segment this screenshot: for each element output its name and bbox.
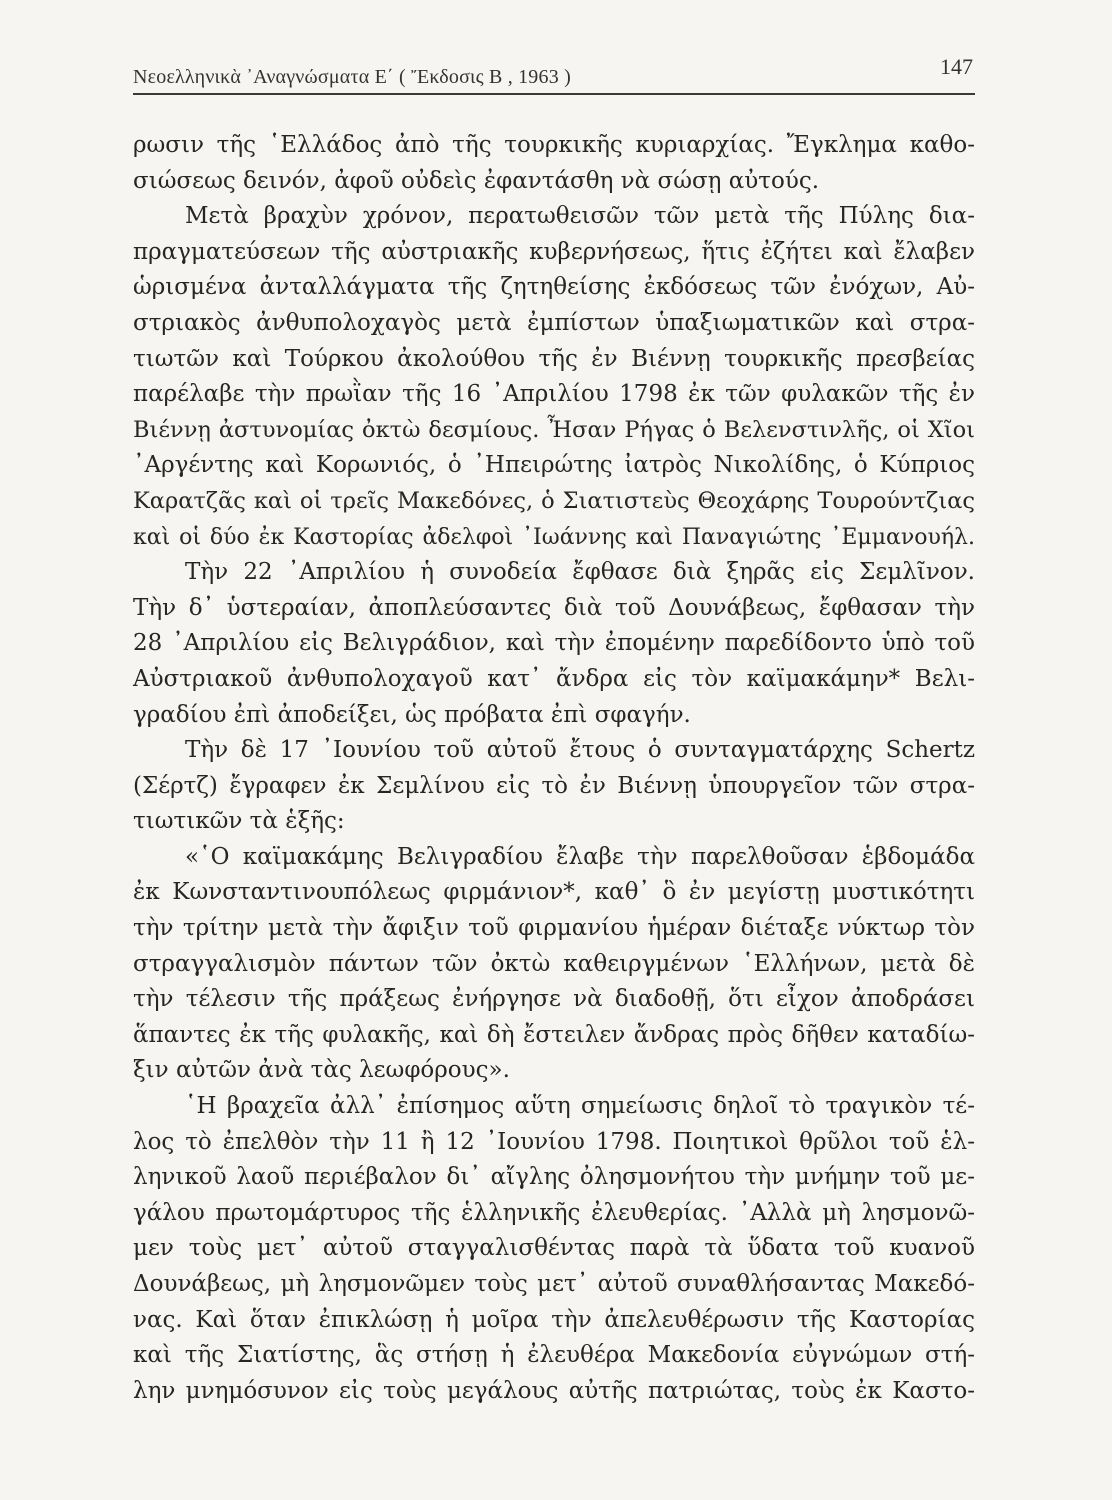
text-line: στριακὸς ἀνθυπολοχαγὸς μετὰ ἐμπίστων ὑπαξιωματικῶν καὶ στρα-: [133, 309, 975, 336]
text-line: παρέλαβε τὴν πρωῒαν τῆς 16 ᾿Απριλίου 1798 ἐκ τῶν φυλακῶν τῆς ἐν: [133, 381, 975, 408]
text-line: Αὐστριακοῦ ἀνθυπολοχαγοῦ κατ᾿ ἄνδρα εἰς τὸν καϊμακάμην* Βελι-: [133, 665, 975, 692]
text-line: γραδίου ἐπὶ ἀποδείξει, ὡς πρόβατα ἐπὶ σφαγήν.: [133, 701, 691, 728]
text-line: πραγματεύσεων τῆς αὐστριακῆς κυβερνήσεως, ἥτις ἐζήτει καὶ ἔλαβεν: [133, 238, 975, 265]
text-line: τιωτῶν καὶ Τούρκου ἀκολούθου τῆς ἐν Βιέννῃ τουρκικῆς πρεσβείας: [133, 345, 975, 372]
text-line: Τὴν δ᾿ ὑστεραίαν, ἀποπλεύσαντες διὰ τοῦ Δουνάβεως, ἔφθασαν τὴν: [133, 594, 975, 621]
text-line: Τὴν δὲ 17 ᾿Ιουνίου τοῦ αὐτοῦ ἔτους ὁ συνταγματάρχης Schertz: [185, 737, 975, 764]
text-line: Μετὰ βραχὺν χρόνον, περατωθεισῶν τῶν μετὰ τῆς Πύλης δια-: [185, 203, 975, 230]
page-number: 147: [940, 54, 973, 79]
text-line: (Σέρτζ) ἔγραφεν ἐκ Σεμλίνου εἰς τὸ ἐν Βιέννῃ ὑπουργεῖον τῶν στρα-: [133, 772, 975, 799]
header-rule: [133, 93, 975, 95]
text-line: «῾Ο καϊμακάμης Βελιγραδίου ἔλαβε τὴν παρελθοῦσαν ἑβδομάδα: [185, 843, 975, 870]
text-line: τὴν τέλεσιν τῆς πράξεως ἐνήργησε νὰ διαδοθῇ, ὅτι εἶχον ἀποδράσει: [133, 986, 975, 1013]
text-line: Καρατζᾶς καὶ οἱ τρεῖς Μακεδόνες, ὁ Σιατιστεὺς Θεοχάρης Τουρούντζιας: [133, 487, 975, 514]
text-line: ῾Η βραχεῖα ἀλλ᾿ ἐπίσημος αὕτη σημείωσις δηλοῖ τὸ τραγικὸν τέ-: [185, 1093, 975, 1120]
text-line: 28 ᾿Απριλίου εἰς Βελιγράδιον, καὶ τὴν ἐπομένην παρεδίδοντο ὑπὸ τοῦ: [133, 630, 975, 657]
text-line: νας. Καὶ ὅταν ἐπικλώσῃ ἡ μοῖρα τὴν ἀπελευθέρωσιν τῆς Καστορίας: [133, 1306, 975, 1333]
text-line: λος τὸ ἐπελθὸν τὴν 11 ἢ 12 ᾿Ιουνίου 1798. Ποιητικοὶ θρῦλοι τοῦ ἑλ-: [133, 1128, 975, 1155]
text-line: λην μνημόσυνον εἰς τοὺς μεγάλους αὐτῆς πατριώτας, τοὺς ἐκ Καστο-: [133, 1377, 975, 1404]
text-line: τιωτικῶν τὰ ἑξῆς:: [133, 808, 345, 835]
text-line: ἅπαντες ἐκ τῆς φυλακῆς, καὶ δὴ ἔστειλεν ἄνδρας πρὸς δῆθεν καταδίω-: [133, 1021, 975, 1048]
text-line: ρωσιν τῆς ῾Ελλάδος ἀπὸ τῆς τουρκικῆς κυριαρχίας. Ἔγκλημα καθο-: [133, 132, 975, 158]
text-line: γάλου πρωτομάρτυρος τῆς ἑλληνικῆς ἐλευθερίας. ᾿Αλλὰ μὴ λησμονῶ-: [133, 1199, 975, 1226]
text-line: ξιν αὐτῶν ἀνὰ τὰς λεωφόρους».: [133, 1057, 510, 1084]
text-line: στραγγαλισμὸν πάντων τῶν ὀκτὼ καθειργμένων ῾Ελλήνων, μετὰ δὲ: [133, 950, 975, 977]
text-line: καὶ τῆς Σιατίστης, ἃς στήσῃ ἡ ἐλευθέρα Μακεδονία εὐγνώμων στή-: [133, 1342, 975, 1369]
text-line: τὴν τρίτην μετὰ τὴν ἄφιξιν τοῦ φιρμανίου ἡμέραν διέταξε νύκτωρ τὸν: [133, 915, 975, 942]
header-title: Νεοελληνικὰ ᾿Αναγνώσματα Ε΄ ( Ἔκδοσις Β , 1963 ): [133, 66, 571, 88]
text-line: καὶ οἱ δύο ἐκ Καστορίας ἀδελφοὶ ᾿Ιωάννης καὶ Παναγιώτης ᾿Εμμανουήλ.: [133, 524, 975, 550]
text-line: σιώσεως δεινόν, ἀφοῦ οὐδεὶς ἐφαντάσθη νὰ σώσῃ αὐτούς.: [133, 167, 820, 194]
text-line: ληνικοῦ λαοῦ περιέβαλον δι᾿ αἴγλης ὀλησμονήτου τὴν μνήμην τοῦ με-: [133, 1164, 975, 1191]
body-text: [133, 128, 975, 1409]
text-line: Τὴν 22 ᾿Απριλίου ἡ συνοδεία ἔφθασε διὰ ξηρᾶς εἰς Σεμλῖνον.: [185, 559, 975, 586]
text-line: ἐκ Κωνσταντινουπόλεως φιρμάνιον*, καθ᾿ ὃ ἐν μεγίστῃ μυστικότητι: [133, 879, 975, 906]
text-line: ᾿Αργέντης καὶ Κορωνιός, ὁ ᾿Ηπειρώτης ἰατρὸς Νικολίδης, ὁ Κύπριος: [133, 452, 975, 479]
text-line: ὡρισμένα ἀνταλλάγματα τῆς ζητηθείσης ἐκδόσεως τῶν ἐνόχων, Αὐ-: [133, 274, 975, 301]
text-line: Δουνάβεως, μὴ λησμονῶμεν τοὺς μετ᾿ αὐτοῦ συναθλήσαντας Μακεδό-: [133, 1271, 975, 1297]
text-line: μεν τοὺς μετ᾿ αὐτοῦ σταγγαλισθέντας παρὰ τὰ ὕδατα τοῦ κυανοῦ: [133, 1235, 975, 1262]
running-header: [133, 52, 975, 92]
text-line: Βιέννῃ ἀστυνομίας ὀκτὼ δεσμίους. Ἦσαν Ρήγας ὁ Βελενστινλῆς, οἱ Χῖοι: [133, 416, 975, 443]
